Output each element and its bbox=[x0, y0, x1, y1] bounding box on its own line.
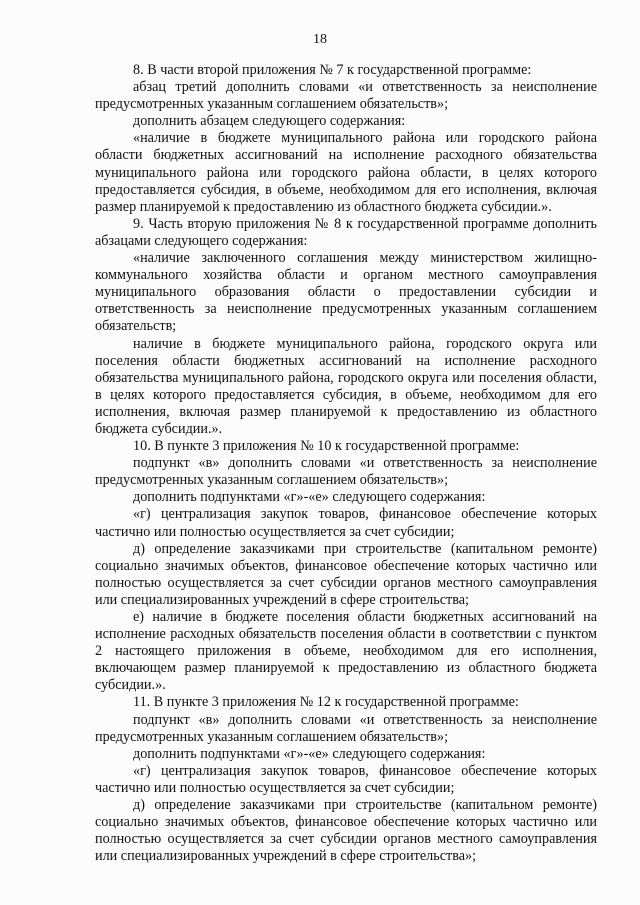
paragraph: подпункт «в» дополнить словами «и ответственность за неисполнение предусмотренных указанным соглашением обязательств»; bbox=[95, 455, 597, 489]
paragraph: 11. В пункте 3 приложения № 12 к государственной программе: bbox=[133, 694, 519, 711]
paragraph: д) определение заказчиками при строительстве (капитальном ремонте) социально значимых объектов, финансовое обеспечение которых частично или полностью осуществляется за счет субсидии органов местного самоуправления или специализированных учреждений в сфере строительства; bbox=[95, 540, 597, 608]
paragraph: «г) централизация закупок товаров, финансовое обеспечение которых частично или полностью осуществляется за счет субсидии; bbox=[95, 506, 597, 540]
paragraph: «наличие в бюджете муниципального района или городского района области бюджетных ассигнований на исполнение расходного обязательства муниципального района или городского района области, в целях которого предоставляется субсидия, в объеме, необходимом для его исполнения, включая размер планируемой к предоставлению из областного бюджета субсидии.». bbox=[95, 130, 597, 215]
paragraph: д) определение заказчиками при строительстве (капитальном ремонте) социально значимых объектов, финансовое обеспечение которых частично или полностью осуществляется за счет субсидии органов местного самоуправления или специализированных учреждений в сфере строительства»; bbox=[95, 797, 597, 865]
paragraph: подпункт «в» дополнить словами «и ответственность за неисполнение предусмотренных указанным соглашением обязательств»; bbox=[95, 711, 597, 745]
page-number: 18 bbox=[313, 32, 327, 47]
paragraph: абзац третий дополнить словами «и ответственность за неисполнение предусмотренных указанным соглашением обязательств»; bbox=[95, 79, 597, 113]
paragraph: «г) централизация закупок товаров, финансовое обеспечение которых частично или полностью осуществляется за счет субсидии; bbox=[95, 762, 597, 796]
paragraph: 10. В пункте 3 приложения № 10 к государственной программе: bbox=[133, 438, 520, 455]
document-body bbox=[95, 62, 597, 865]
paragraph: 9. Часть вторую приложения № 8 к государственной программе дополнить абзацами следующего содержания: bbox=[95, 215, 597, 249]
paragraph: «наличие заключенного соглашения между министерством жилищно-коммунального хозяйства области и органом местного самоуправления муниципального образования области о предоставлении субсидии и ответственность за неисполнение предусмотренных указанным соглашением обязательств; bbox=[95, 250, 597, 335]
paragraph: дополнить подпунктами «г»-«е» следующего содержания: bbox=[133, 745, 486, 762]
paragraph: е) наличие в бюджете поселения области бюджетных ассигнований на исполнение расходных обязательств поселения области в соответствии с пунктом 2 настоящего приложения в объеме, необходимом для его исполнения, включающем размер планируемой к предоставлению из областного бюджета субсидии.». bbox=[95, 609, 597, 694]
paragraph: 8. В части второй приложения № 7 к государственной программе: bbox=[133, 62, 532, 78]
paragraph: дополнить абзацем следующего содержания: bbox=[133, 113, 406, 130]
paragraph: наличие в бюджете муниципального района, городского округа или поселения области бюджетных ассигнований на исполнение расходного обязательства муниципального района, городского округа или поселения области, в целях которого предоставляется субсидия, в объеме, необходимом для его исполнения, включая размер планируемой к предоставлению из областного бюджета субсидии.». bbox=[95, 335, 597, 437]
paragraph: дополнить подпунктами «г»-«е» следующего содержания: bbox=[133, 489, 486, 506]
